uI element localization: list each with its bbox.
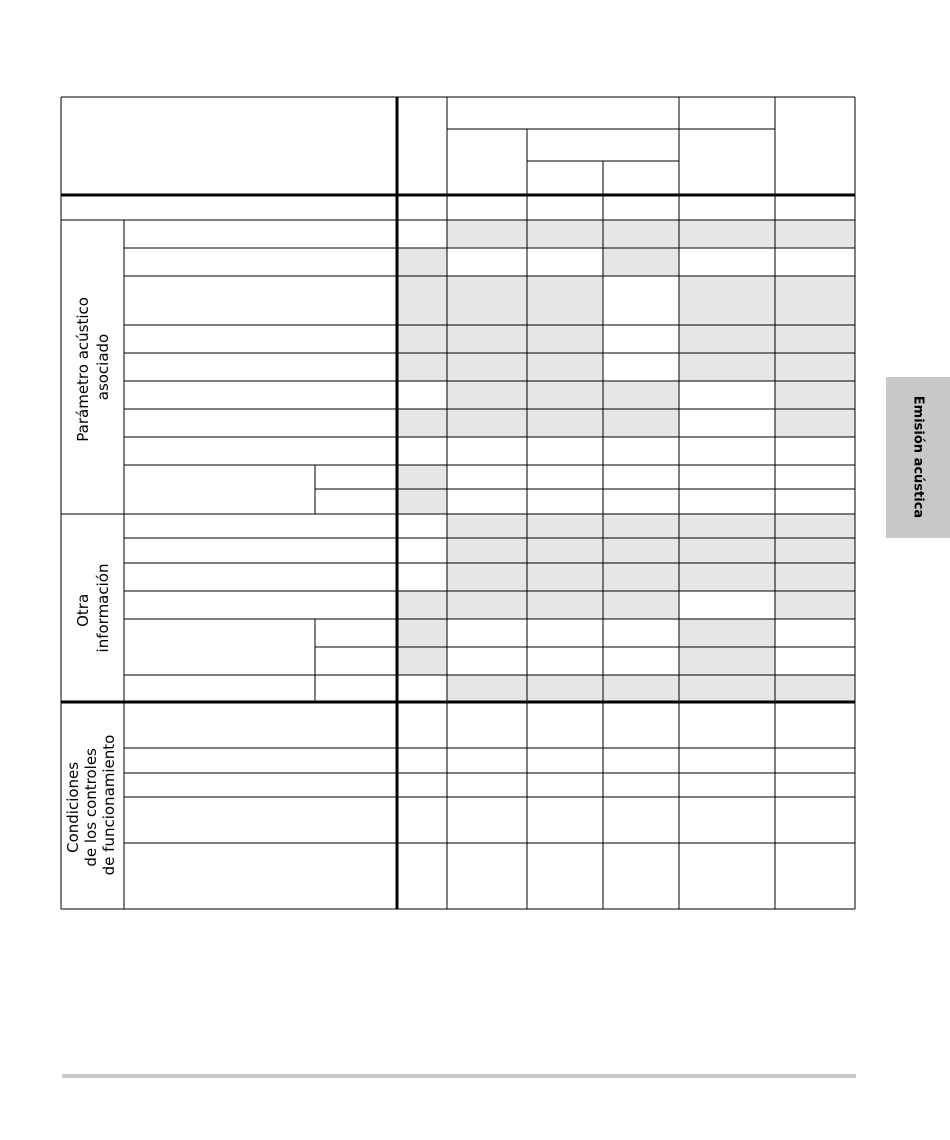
- section-tab-label: Emisión acústica: [910, 395, 926, 519]
- table-grid-lines: [61, 97, 855, 909]
- shaded-cells: [397, 220, 855, 702]
- shaded-cell-associated-2-0: [397, 276, 447, 325]
- shaded-cell-other-2-1: [447, 563, 527, 591]
- group-label-operating-conditions: Condiciones de los controles de funcionamiento: [64, 734, 118, 876]
- shaded-cell-other-0-5: [775, 514, 855, 538]
- shaded-cell-other-0-4: [679, 514, 775, 538]
- shaded-cell-associated-6-1: [447, 409, 527, 437]
- shaded-cell-other-1-5: [775, 538, 855, 563]
- shaded-cell-other-6-1: [447, 675, 527, 702]
- shaded-cell-associated-6-2: [527, 409, 603, 437]
- shaded-cell-associated-6-3: [603, 409, 679, 437]
- shaded-cell-other-2-5: [775, 563, 855, 591]
- shaded-cell-associated-5-3: [603, 381, 679, 409]
- shaded-cell-other-0-3: [603, 514, 679, 538]
- shaded-cell-associated-2-2: [527, 276, 603, 325]
- shaded-cell-associated-1-0: [397, 248, 447, 276]
- shaded-cell-associated-6-5: [775, 409, 855, 437]
- shaded-cell-associated-0-4: [679, 220, 775, 248]
- shaded-cell-associated-9-0: [397, 489, 447, 514]
- shaded-cell-other-2-3: [603, 563, 679, 591]
- shaded-cell-associated-6-0: [397, 409, 447, 437]
- shaded-cell-associated-5-1: [447, 381, 527, 409]
- shaded-cell-other-5-0: [397, 647, 447, 675]
- shaded-cell-associated-2-4: [679, 276, 775, 325]
- shaded-cell-other-6-4: [679, 675, 775, 702]
- shaded-cell-associated-8-0: [397, 465, 447, 489]
- shaded-cell-associated-3-1: [447, 325, 527, 353]
- shaded-cell-associated-4-5: [775, 353, 855, 381]
- shaded-cell-associated-3-4: [679, 325, 775, 353]
- footer-rule: [62, 1074, 856, 1078]
- shaded-cell-associated-5-2: [527, 381, 603, 409]
- shaded-cell-associated-1-3: [603, 248, 679, 276]
- group-label-other: Otra información: [74, 563, 112, 653]
- shaded-cell-associated-0-3: [603, 220, 679, 248]
- shaded-cell-other-1-2: [527, 538, 603, 563]
- group-label-associated: Parámetro acústico asociado: [74, 297, 112, 442]
- shaded-cell-other-1-1: [447, 538, 527, 563]
- shaded-cell-other-0-2: [527, 514, 603, 538]
- shaded-cell-associated-4-1: [447, 353, 527, 381]
- shaded-cell-associated-2-5: [775, 276, 855, 325]
- shaded-cell-associated-5-5: [775, 381, 855, 409]
- shaded-cell-other-3-3: [603, 591, 679, 619]
- section-side-tab[interactable]: [886, 377, 950, 538]
- shaded-cell-associated-3-0: [397, 325, 447, 353]
- shaded-cell-other-0-1: [447, 514, 527, 538]
- shaded-cell-associated-2-1: [447, 276, 527, 325]
- shaded-cell-other-5-4: [679, 647, 775, 675]
- shaded-cell-other-3-1: [447, 591, 527, 619]
- shaded-cell-other-3-5: [775, 591, 855, 619]
- shaded-cell-other-1-4: [679, 538, 775, 563]
- shaded-cell-other-3-0: [397, 591, 447, 619]
- shaded-cell-associated-0-1: [447, 220, 527, 248]
- shaded-cell-other-2-4: [679, 563, 775, 591]
- shaded-cell-associated-3-5: [775, 325, 855, 353]
- shaded-cell-other-3-2: [527, 591, 603, 619]
- shaded-cell-associated-0-5: [775, 220, 855, 248]
- shaded-cell-associated-4-0: [397, 353, 447, 381]
- shaded-cell-other-6-5: [775, 675, 855, 702]
- shaded-cell-associated-4-4: [679, 353, 775, 381]
- shaded-cell-other-6-2: [527, 675, 603, 702]
- shaded-cell-other-4-0: [397, 619, 447, 647]
- shaded-cell-other-6-3: [603, 675, 679, 702]
- shaded-cell-other-4-4: [679, 619, 775, 647]
- shaded-cell-associated-0-2: [527, 220, 603, 248]
- shaded-cell-associated-4-2: [527, 353, 603, 381]
- shaded-cell-other-1-3: [603, 538, 679, 563]
- shaded-cell-other-2-2: [527, 563, 603, 591]
- shaded-cell-associated-3-2: [527, 325, 603, 353]
